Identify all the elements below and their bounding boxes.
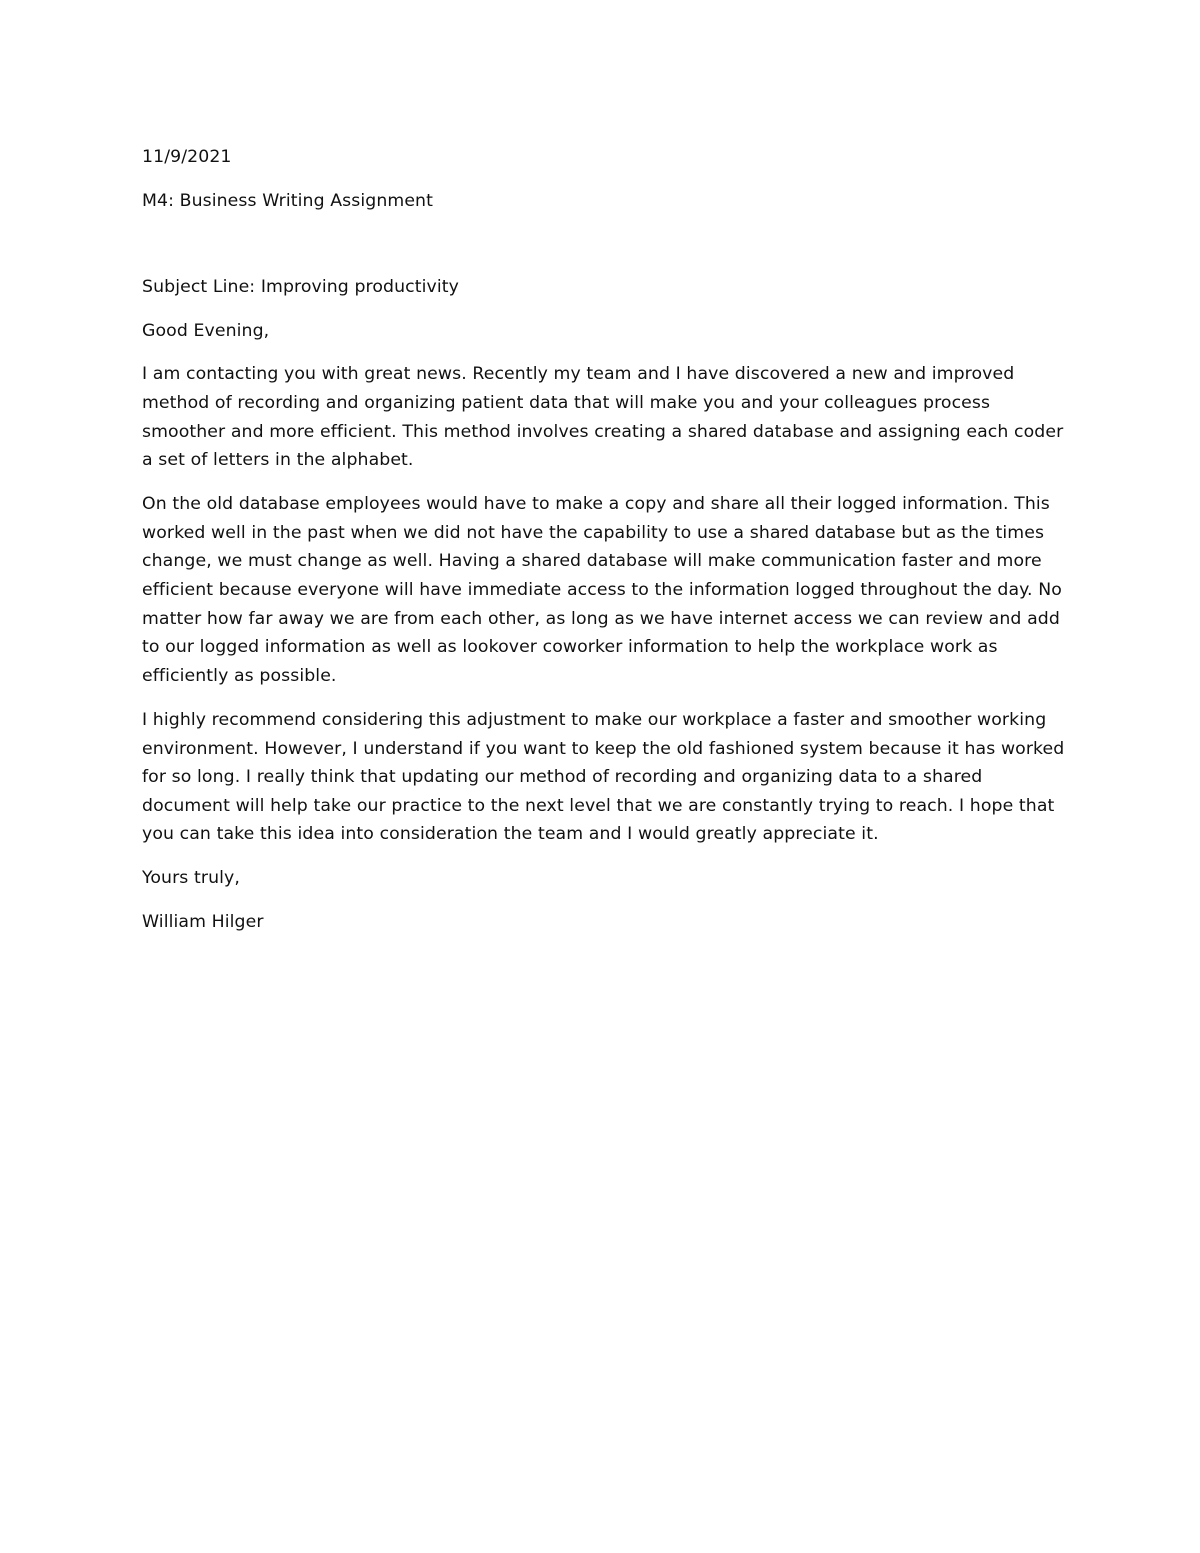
paragraph-old-database [142, 490, 1067, 690]
paragraph-line: efficient because everyone will have immediate access to the information logged throughout the day. No [142, 580, 1062, 601]
greeting: Good Evening, [142, 320, 270, 341]
letter-date: 11/9/2021 [142, 147, 232, 167]
paragraph-line: matter how far away we are from each other, as long as we have internet access we can review and add [142, 608, 1060, 629]
letter-closing: Yours truly, [142, 868, 240, 889]
paragraph-intro [142, 360, 1067, 474]
paragraph-line: worked well in the past when we did not have the capability to use a shared database but as the times [142, 522, 1045, 543]
signature-name: William Hilger [142, 911, 264, 932]
subject-line: Subject Line: Improving productivity [142, 277, 459, 298]
paragraph-line: On the old database employees would have to make a copy and share all their logged information. This [142, 494, 1050, 515]
paragraph-line: document will help take our practice to the next level that we are constantly trying to reach. I hope that [142, 795, 1055, 816]
paragraph-recommendation [142, 706, 1067, 849]
paragraph-line: efficiently as possible. [142, 665, 337, 686]
assignment-title: M4: Business Writing Assignment [142, 190, 433, 211]
paragraph-line: change, we must change as well. Having a shared database will make communication faster and more [142, 551, 1042, 572]
paragraph-line: you can take this idea into consideration the team and I would greatly appreciate it. [142, 824, 879, 845]
paragraph-line: I highly recommend considering this adjustment to make our workplace a faster and smoother working [142, 709, 1047, 730]
paragraph-line: to our logged information as well as lookover coworker information to help the workplace work as [142, 637, 998, 658]
paragraph-line: method of recording and organizing patient data that will make you and your colleagues process [142, 392, 991, 413]
paragraph-line: smoother and more efficient. This method involves creating a shared database and assigning each coder [142, 421, 1064, 442]
letter-body [142, 143, 1067, 937]
paragraph-line: environment. However, I understand if you want to keep the old fashioned system because it has worked [142, 738, 1065, 759]
paragraph-line: a set of letters in the alphabet. [142, 450, 414, 471]
paragraph-line: for so long. I really think that updating our method of recording and organizing data to a shared [142, 767, 983, 788]
paragraph-line: I am contacting you with great news. Recently my team and I have discovered a new and improved [142, 364, 1015, 385]
